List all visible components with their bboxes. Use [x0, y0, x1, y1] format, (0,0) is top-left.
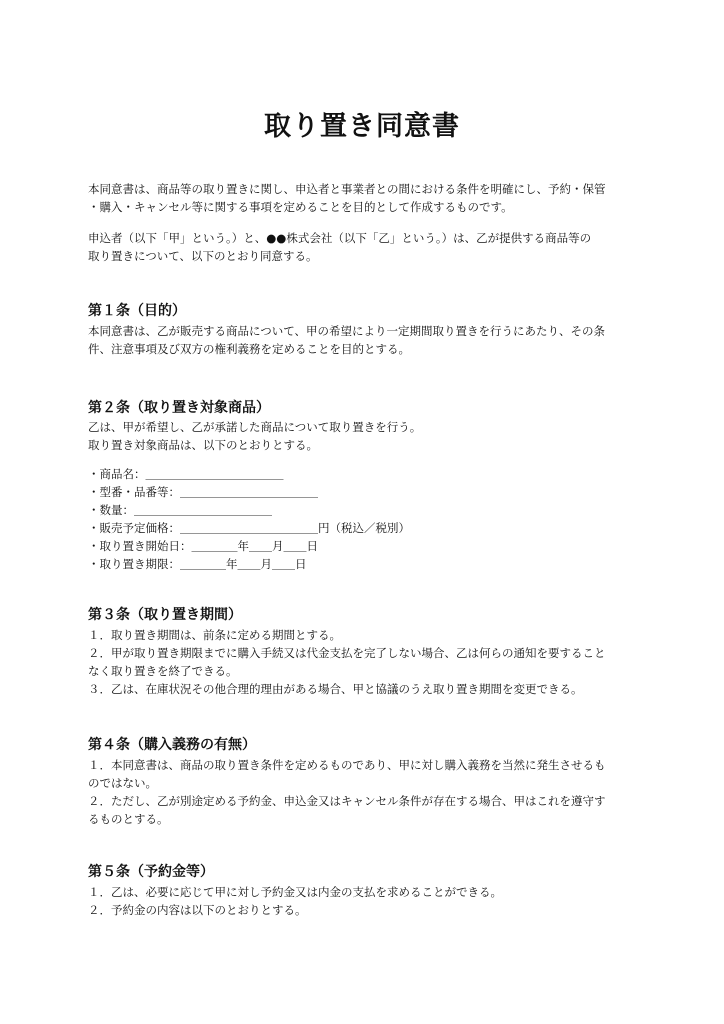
text-line: ・購入・キャンセル等に関する事項を定めることを目的として作成するものです。 [88, 200, 513, 214]
text-line: 乙は、甲が希望し、乙が承諾した商品について取り置きを行う。 [88, 420, 422, 434]
article-3-body [88, 626, 648, 698]
text-line: ２．甲が取り置き期限までに購入手続又は代金支払を完了しない場合、乙は何らの通知を要すること [88, 646, 606, 660]
intro-paragraph [88, 180, 648, 216]
article-1-heading: 第１条（目的） [88, 303, 186, 319]
article-2-heading: 第２条（取り置き対象商品） [88, 400, 270, 416]
article-4-heading: 第４条（購入義務の有無） [88, 737, 256, 753]
parties-paragraph [88, 229, 648, 265]
text-line: のではない。 [88, 776, 157, 790]
list-item: ・取り置き期限：＿＿＿＿年＿＿月＿＿日 [88, 557, 307, 571]
list-item: ・販売予定価格：＿＿＿＿＿＿＿＿＿＿＿＿円（税込／税別） [88, 521, 410, 535]
text-line: １．乙は、必要に応じて甲に対し予約金又は内金の支払を求めることができる。 [88, 885, 502, 899]
text-line: 取り置き対象商品は、以下のとおりとする。 [88, 438, 318, 452]
text-line: 申込者（以下「甲」という。）と、●●株式会社（以下「乙」という。）は、乙が提供する商品等の [88, 231, 592, 245]
article-5-heading: 第５条（予約金等） [88, 864, 214, 880]
text-line: ２．ただし、乙が別途定める予約金、申込金又はキャンセル条件が存在する場合、甲はこれを遵守す [88, 794, 606, 808]
text-line: 件、注意事項及び双方の権利義務を定めることを目的とする。 [88, 342, 410, 356]
list-item: ・数量：＿＿＿＿＿＿＿＿＿＿＿＿ [88, 503, 272, 517]
list-item: ・型番・品番等：＿＿＿＿＿＿＿＿＿＿＿＿ [88, 485, 318, 499]
text-line: １．取り置き期間は、前条に定める期間とする。 [88, 628, 341, 642]
text-line: １．本同意書は、商品の取り置き条件を定めるものであり、甲に対し購入義務を当然に発生させるも [88, 758, 606, 772]
article-4-body [88, 756, 648, 828]
article-2-body [88, 418, 648, 454]
article-2-item-list [88, 465, 648, 573]
text-line: 本同意書は、乙が販売する商品について、甲の希望により一定期間取り置きを行うにあたり、その条 [88, 324, 606, 338]
document-title: 取り置き同意書 [264, 111, 460, 142]
text-line: ２．予約金の内容は以下のとおりとする。 [88, 903, 307, 917]
text-line: 本同意書は、商品等の取り置きに関し、申込者と事業者との間における条件を明確にし、予約・保管 [88, 182, 606, 196]
text-line: なく取り置きを終了できる。 [88, 664, 238, 678]
text-line: ３．乙は、在庫状況その他合理的理由がある場合、甲と協議のうえ取り置き期間を変更できる。 [88, 682, 583, 696]
list-item: ・取り置き開始日：＿＿＿＿年＿＿月＿＿日 [88, 539, 318, 553]
article-5-body [88, 883, 648, 919]
text-line: るものとする。 [88, 812, 169, 826]
list-item: ・商品名：＿＿＿＿＿＿＿＿＿＿＿＿ [88, 467, 284, 481]
article-3-heading: 第３条（取り置き期間） [88, 607, 242, 623]
article-1-body [88, 322, 648, 358]
text-line: 取り置きについて、以下のとおり同意する。 [88, 249, 318, 263]
